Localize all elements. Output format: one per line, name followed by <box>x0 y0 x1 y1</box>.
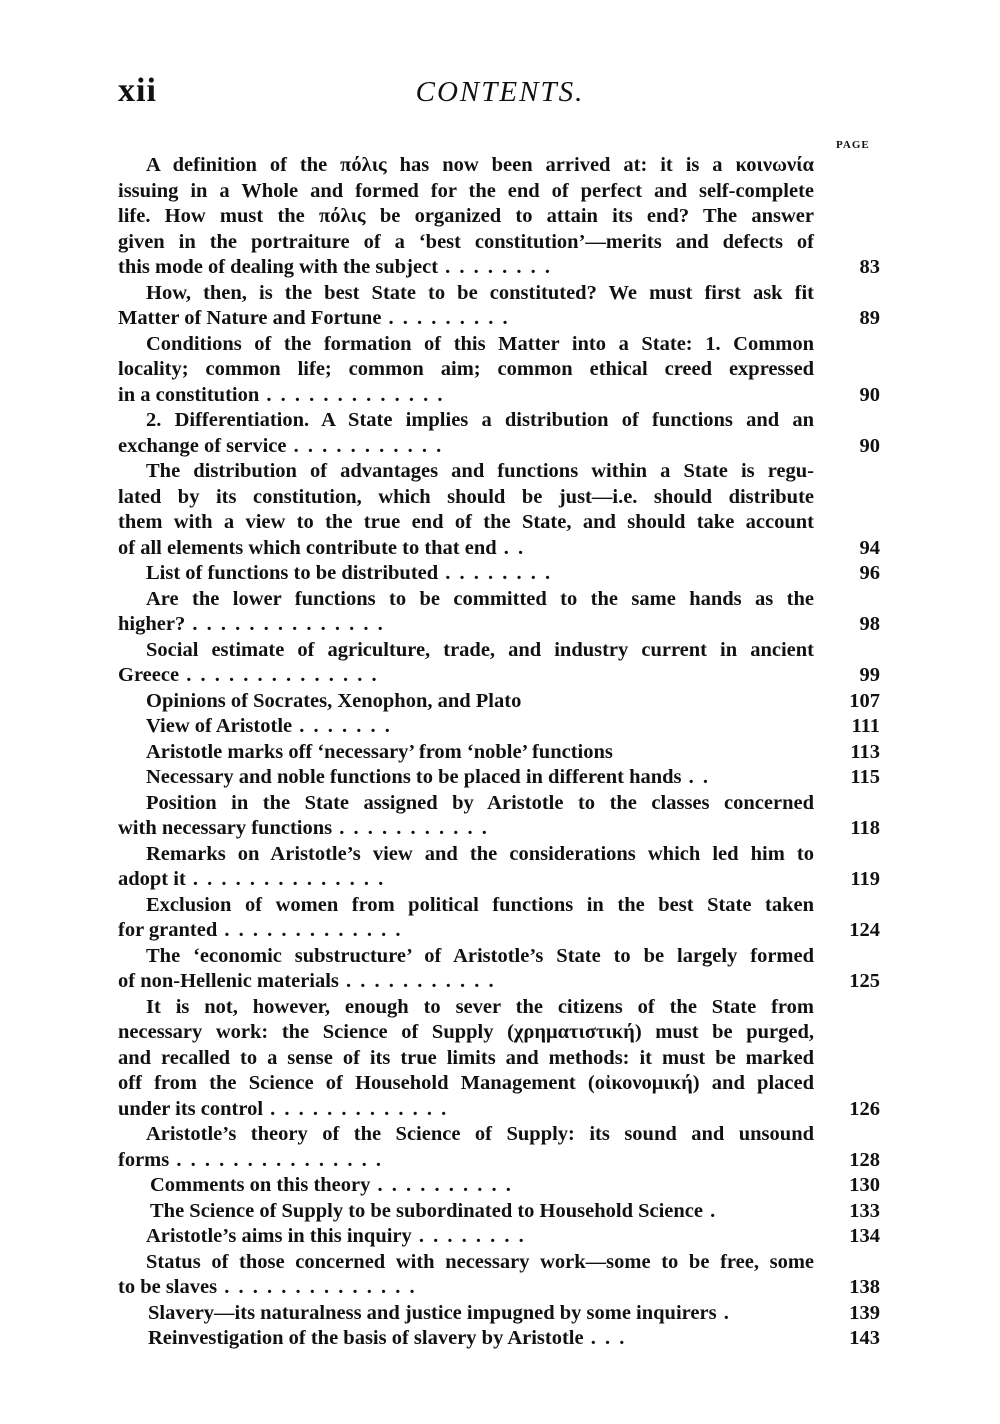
toc-entry-line: Conditions of the formation of this Matter into a State: 1. Common <box>146 332 814 355</box>
toc-entry-last-line <box>118 1275 814 1301</box>
toc-entry-last-line <box>118 663 814 689</box>
toc-page-number: 138 <box>849 1276 880 1298</box>
toc-entry-last-line <box>118 612 814 638</box>
toc-entry-line: lated by its constitution, which should be just—i.e. should distribute <box>118 485 814 508</box>
toc-entry <box>118 1301 880 1327</box>
toc-entry <box>118 561 880 587</box>
toc-entry-title: higher? <box>118 613 186 635</box>
toc-page-number: 115 <box>850 766 880 788</box>
toc-entry-line: Are the lower functions to be committed to the same hands as the <box>146 587 814 610</box>
dot-leaders: . . . . . . . . <box>438 256 553 278</box>
dot-leaders: . . . . . . . . . . . . . <box>263 1097 449 1120</box>
toc-entry-line: Remarks on Aristotle’s view and the considerations which led him to <box>146 842 814 865</box>
toc-entry-line: 2. Differentiation. A State implies a distribution of functions and an <box>146 409 814 431</box>
toc-page-number: 128 <box>849 1148 880 1171</box>
toc-entry-last-line <box>118 740 814 766</box>
running-head: CONTENTS. <box>415 76 585 108</box>
toc-entry-line: issuing in a Whole and formed for the end of perfect and self-complete <box>118 179 814 202</box>
toc-page-number: 113 <box>850 740 880 763</box>
dot-leaders: . . . . . . . . . . . . . . <box>185 613 385 635</box>
toc-page-number: 89 <box>859 307 880 329</box>
toc-page-number: 134 <box>849 1225 880 1247</box>
toc-entry-line: The distribution of advantages and functions within a State is regu- <box>146 460 814 482</box>
toc-entry-title: The Science of Supply to be subordinated to Household Science <box>150 1199 703 1222</box>
toc-entry-line: How, then, is the best State to be constituted? We must first ask fit <box>146 281 814 304</box>
page-number: xii <box>118 72 157 109</box>
toc-entry <box>118 765 880 791</box>
toc-page-number: 90 <box>859 383 880 406</box>
toc-entry-last-line <box>118 1173 814 1199</box>
toc-entry-title: Reinvestigation of the basis of slavery by Aristotle <box>148 1327 584 1349</box>
toc-page-number: 107 <box>849 689 880 712</box>
toc-entry-line: life. How must the πόλις be organized to attain its end? The answer <box>118 205 814 227</box>
dot-leaders: . . . . . . . . . . . <box>286 434 444 457</box>
toc-entry <box>118 842 880 893</box>
toc-entry-title: Necessary and noble functions to be placed in different hands <box>146 766 682 788</box>
toc-entry <box>118 1326 880 1352</box>
toc-entry-line: Status of those concerned with necessary work—some to be free, some <box>146 1250 814 1273</box>
toc-entry-line: A definition of the πόλις has now been arrived at: it is a κοινωνία <box>146 154 814 176</box>
toc-entry <box>118 638 880 689</box>
toc-entry-title: with necessary functions <box>118 817 333 839</box>
dot-leaders: . <box>716 1301 731 1324</box>
dot-leaders: . . . . . . . . <box>411 1225 526 1247</box>
toc-entry-last-line <box>118 1326 814 1352</box>
toc-entry-last-line <box>118 1148 814 1174</box>
toc-entry-title: View of Aristotle <box>146 715 293 737</box>
toc-entry <box>118 587 880 638</box>
toc-entry-title: Aristotle marks off ‘necessary’ from ‘noble’ functions <box>146 740 613 763</box>
dot-leaders: . . . . . . . . . . . . . . <box>185 868 386 890</box>
toc-entry <box>118 1199 880 1225</box>
toc-entry-last-line <box>118 255 814 281</box>
toc-entry-title: Matter of Nature and Fortune <box>118 307 382 329</box>
toc-page-number: 130 <box>849 1174 880 1196</box>
toc-entry-last-line <box>118 1224 814 1250</box>
toc-entry-last-line <box>118 765 814 791</box>
toc-entry-last-line <box>118 1301 814 1327</box>
dot-leaders: . . . . . . . . . . . . . <box>217 919 403 941</box>
toc-entry-line: necessary work: the Science of Supply (χρηματιστική) must be purged, <box>118 1021 814 1043</box>
toc-entry <box>118 893 880 944</box>
toc-entry-line: Exclusion of women from political functions in the best State taken <box>146 893 814 916</box>
toc-page-number: 83 <box>859 256 880 278</box>
toc-entry-last-line <box>118 383 814 409</box>
dot-leaders: . . . . . . . . . . . . . . <box>217 1276 417 1298</box>
toc-entry <box>118 995 880 1123</box>
dot-leaders: . . . . . . . . <box>438 562 553 584</box>
toc-page-number: 98 <box>859 613 880 635</box>
toc-page-number: 126 <box>849 1097 880 1120</box>
dot-leaders: . . <box>681 766 711 788</box>
toc-entry-last-line <box>118 969 814 995</box>
toc-entry-last-line <box>118 561 814 587</box>
toc-entry-line: Position in the State assigned by Aristotle to the classes concerned <box>146 791 814 814</box>
dot-leaders: . . . . . . . . . . . . . <box>259 383 445 406</box>
dot-leaders: . . . . . . . . . . . <box>338 970 496 992</box>
toc-page-number: 139 <box>849 1301 880 1324</box>
toc-entry-last-line <box>118 1199 814 1225</box>
dot-leaders: . . . . . . . . . . <box>370 1174 513 1196</box>
toc-entry-title: Greece <box>118 664 180 686</box>
toc-entry-line: The ‘economic substructure’ of Aristotle’s State to be largely formed <box>146 944 814 967</box>
toc-entry-last-line <box>118 867 814 893</box>
page-column-label: PAGE <box>836 139 870 151</box>
toc-entry-line: and recalled to a sense of its true limits and methods: it must be marked <box>118 1046 814 1069</box>
dot-leaders: . . . . . . . . . . . . . . <box>179 664 379 686</box>
dot-leaders: . . . . . . . . . . . <box>332 817 489 839</box>
toc-entry-title: Opinions of Socrates, Xenophon, and Plato <box>146 689 522 712</box>
toc-entry-line: Aristotle’s theory of the Science of Supply: its sound and unsound <box>146 1123 814 1145</box>
toc-entry <box>118 791 880 842</box>
dot-leaders: . . . <box>583 1327 627 1349</box>
dot-leaders: . . . . . . . . . . . . . . . <box>169 1148 383 1171</box>
toc-page-number: 94 <box>859 536 880 559</box>
toc-entry-last-line <box>118 536 814 562</box>
toc-entry <box>118 1250 880 1301</box>
toc-entry-line: Social estimate of agriculture, trade, and industry current in ancient <box>146 638 814 661</box>
toc-entry-title: for granted <box>118 919 218 941</box>
toc-entry-title: exchange of service <box>118 434 287 457</box>
toc-entry <box>118 944 880 995</box>
toc-page-number: 118 <box>850 817 880 839</box>
toc-page-number: 119 <box>850 868 880 890</box>
toc-entry <box>118 714 880 740</box>
dot-leaders: . . . . . . . . . <box>381 307 510 329</box>
dot-leaders: . . . . . . . <box>292 715 392 737</box>
toc-entry-last-line <box>118 306 814 332</box>
toc-entry <box>118 1224 880 1250</box>
toc-entry <box>118 1173 880 1199</box>
dot-leaders: . . <box>496 536 526 559</box>
toc-entry-line: off from the Science of Household Management (οἰκονομική) and placed <box>118 1072 814 1094</box>
toc-entry-last-line <box>118 816 814 842</box>
toc-entry-title: to be slaves <box>118 1276 218 1298</box>
dot-leaders: . <box>703 1199 718 1222</box>
toc-entry-last-line <box>118 689 814 715</box>
toc-entry-last-line <box>118 1097 814 1123</box>
toc-entry <box>118 689 880 715</box>
toc-entry-last-line <box>118 714 814 740</box>
toc-page-number: 125 <box>849 970 880 992</box>
toc-page-number: 143 <box>849 1327 880 1349</box>
toc-page-number: 133 <box>849 1199 880 1222</box>
toc-entry-line: It is not, however, enough to sever the citizens of the State from <box>146 995 814 1018</box>
toc-entry-line: given in the portraiture of a ‘best constitution’—merits and defects of <box>118 230 814 253</box>
toc-entry-title: under its control <box>118 1097 264 1120</box>
toc-entry <box>118 332 880 409</box>
toc-entry <box>118 281 880 332</box>
contents-list <box>118 153 880 1352</box>
toc-page-number: 96 <box>859 562 880 584</box>
toc-entry-title: forms <box>118 1148 170 1171</box>
toc-entry <box>118 1122 880 1173</box>
toc-page-number: 124 <box>849 919 880 941</box>
toc-entry-line: them with a view to the true end of the State, and should take account <box>118 511 814 533</box>
toc-page-number: 90 <box>859 434 880 457</box>
toc-entry <box>118 740 880 766</box>
toc-entry-last-line <box>118 918 814 944</box>
toc-page-number: 99 <box>859 664 880 686</box>
toc-entry <box>118 153 880 281</box>
toc-entry-title: adopt it <box>118 868 186 890</box>
toc-entry-title: in a constitution <box>118 383 260 406</box>
toc-entry <box>118 408 880 459</box>
toc-entry-title: of non-Hellenic materials <box>118 970 339 992</box>
toc-entry-title: this mode of dealing with the subject <box>118 256 439 278</box>
toc-entry-title: Aristotle’s aims in this inquiry <box>146 1225 412 1247</box>
toc-entry-last-line <box>118 434 814 460</box>
toc-entry-title: List of functions to be distributed <box>146 562 439 584</box>
toc-entry-title: Slavery—its naturalness and justice impugned by some inquirers <box>148 1301 717 1324</box>
toc-entry-title: Comments on this theory <box>150 1174 371 1196</box>
toc-entry <box>118 459 880 561</box>
toc-entry-line: locality; common life; common aim; common ethical creed expressed <box>118 358 814 380</box>
toc-page-number: 111 <box>851 715 880 737</box>
toc-entry-title: of all elements which contribute to that end <box>118 536 497 559</box>
